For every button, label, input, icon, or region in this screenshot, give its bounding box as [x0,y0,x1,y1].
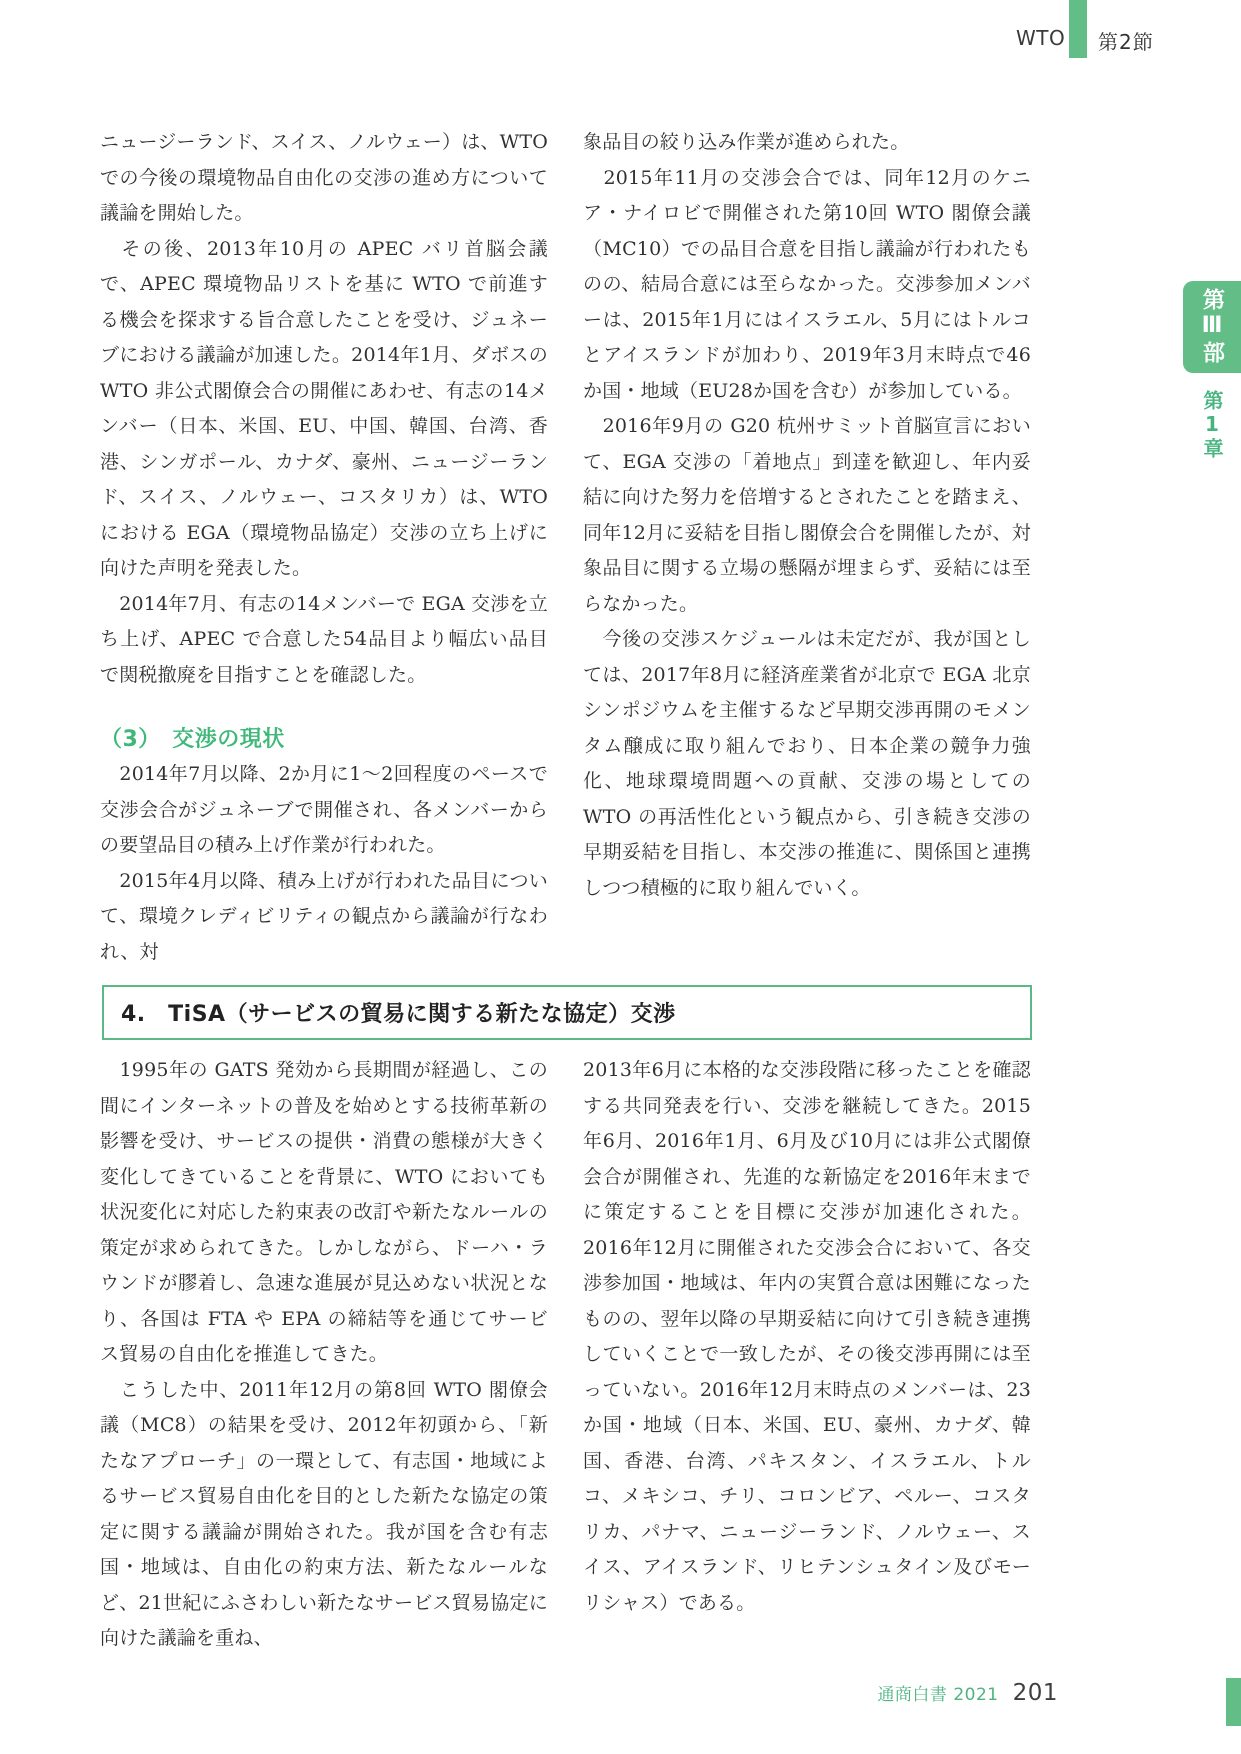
footer-accent-bar [1226,1678,1241,1726]
paragraph: 2014年7月以降、2か月に1〜2回程度のペースで交渉会合がジュネーブで開催され、各メンバーからの要望品目の積み上げ作業が行われた。 [100,763,548,856]
tisa-section-title: 4. TiSA（サービスの貿易に関する新たな協定）交渉 [121,1002,676,1027]
paragraph: こうした中、2011年12月の第8回 WTO 閣僚会議（MC8）の結果を受け、2012年初頭から、「新たなアプローチ」の一環として、有志国・地域によるサービス貿易自由化を目的とした新たな協定の策定に関する議論が開始された。我が国を含む有志国・地域は、自由化の約束方法、新たなルールなど、21世紀にふさわしい新たなサービス貿易協定に向けた議論を重ね、 [100,1378,548,1649]
ega-right-column [583,125,1031,970]
header-section-label: 第2節 [1098,30,1154,54]
page-footer [877,1680,1058,1706]
footer-page-number: 201 [1012,1680,1058,1706]
paragraph: その後、2013年10月の APEC バリ首脳会議で、APEC 環境物品リストを基に WTO で前進する機会を探求する旨合意したことを受け、ジュネーブにおける議論が加速した。2014年1月、ダボスの WTO 非公式閣僚会合の開催にあわせ、有志の14メンバー（日本、米国、EU、中国、韓国、台湾、香港、シンガポール、カナダ、豪州、ニュージーランド、スイス、ノルウェー、コスタリカ）は、WTO における EGA（環境物品協定）交渉の立ち上げに向けた声明を発表した。 [100,237,548,579]
paragraph: 2015年11月の交渉会合では、同年12月のケニア・ナイロビで開催された第10回 WTO 閣僚会議（MC10）での品目合意を目指し議論が行われたものの、結局合意には至らなかった。交渉参加メンバーは、2015年1月にはイスラエル、5月にはトルコとアイスランドが加わり、2019年3月末時点で46か国・地域（EU28か国を含む）が参加している。 [583,166,1031,402]
side-chapter-tab: 第1章 [1200,390,1224,460]
tisa-section [100,1053,1032,1657]
paragraph: 象品目の絞り込み作業が進められた。 [583,131,910,153]
ega-section [100,125,1032,970]
paragraph: 2016年9月の G20 杭州サミット首脳宣言において、EGA 交渉の「着地点」到達を歓迎し、年内妥結に向けた努力を倍増するとされたことを踏まえ、同年12月に妥結を目指し閣僚会合を開催したが、対象品目に関する立場の懸隔が埋まらず、妥結には至らなかった。 [583,415,1031,615]
sub-heading: （3） 交渉の現状 [100,727,285,752]
paragraph: 2013年6月に本格的な交渉段階に移ったことを確認する共同発表を行い、交渉を継続してきた。2015年6月、2016年1月、6月及び10月には非公式閣僚会合が開催され、先進的な新協定を2016年末までに策定することを目標に交渉が加速化された。2016年12月に開催された交渉会合において、各交渉参加国・地域は、年内の実質合意は困難になったものの、翌年以降の早期妥結に向けて引き続き連携していくことで一致したが、その後交渉再開には至っていない。2016年12月末時点のメンバーは、23か国・地域（日本、米国、EU、豪州、カナダ、韓国、香港、台湾、パキスタン、イスラエル、トルコ、メキシコ、チリ、コロンビア、ペルー、コスタリカ、パナマ、ニュージーランド、ノルウェー、スイス、アイスランド、リヒテンシュタイン及びモーリシャス）である。 [583,1059,1031,1614]
tisa-heading-box [102,985,1032,1040]
paragraph: 2014年7月、有志の14メンバーで EGA 交渉を立ち上げ、APEC で合意した54品目より幅広い品目で関税撤廃を目指すことを確認した。 [100,592,548,686]
page-header [0,0,1241,58]
tisa-right-column [583,1053,1031,1657]
paragraph: ニュージーランド、スイス、ノルウェー）は、WTO での今後の環境物品自由化の交渉の進め方について議論を開始した。 [100,131,548,224]
paragraph: 今後の交渉スケジュールは未定だが、我が国としては、2017年8月に経済産業省が北京で EGA 北京シンポジウムを主催するなど早期交渉再開のモメンタム醸成に取り組んでおり、日本企業の競争力強化、地球環境問題への貢献、交渉の場としての WTO の再活性化という観点から、引き続き交渉の早期妥結を目指し、本交渉の推進に、関係国と連携しつつ積極的に取り組んでいく。 [583,628,1031,899]
header-accent-bar [1069,0,1087,58]
footer-book-title: 通商白書 2021 [877,1685,999,1705]
paragraph: 2015年4月以降、積み上げが行われた品目について、環境クレディビリティの観点から議論が行なわれ、対 [100,869,548,963]
ega-left-column [100,125,548,970]
tisa-left-column [100,1053,548,1657]
header-doc-label: WTO [1016,26,1066,50]
side-part-tab: 第Ⅲ部 [1183,281,1241,373]
paragraph: 1995年の GATS 発効から長期間が経過し、この間にインターネットの普及を始めとする技術革新の影響を受け、サービスの提供・消費の態様が大きく変化してきていることを背景に、WTO においても状況変化に対応した約束表の改訂や新たなルールの策定が求められてきた。しかしながら、ドーハ・ラウンドが膠着し、急速な進展が見込めない状況となり、各国は FTA や EPA の締結等を通じてサービス貿易の自由化を推進してきた。 [100,1059,548,1365]
